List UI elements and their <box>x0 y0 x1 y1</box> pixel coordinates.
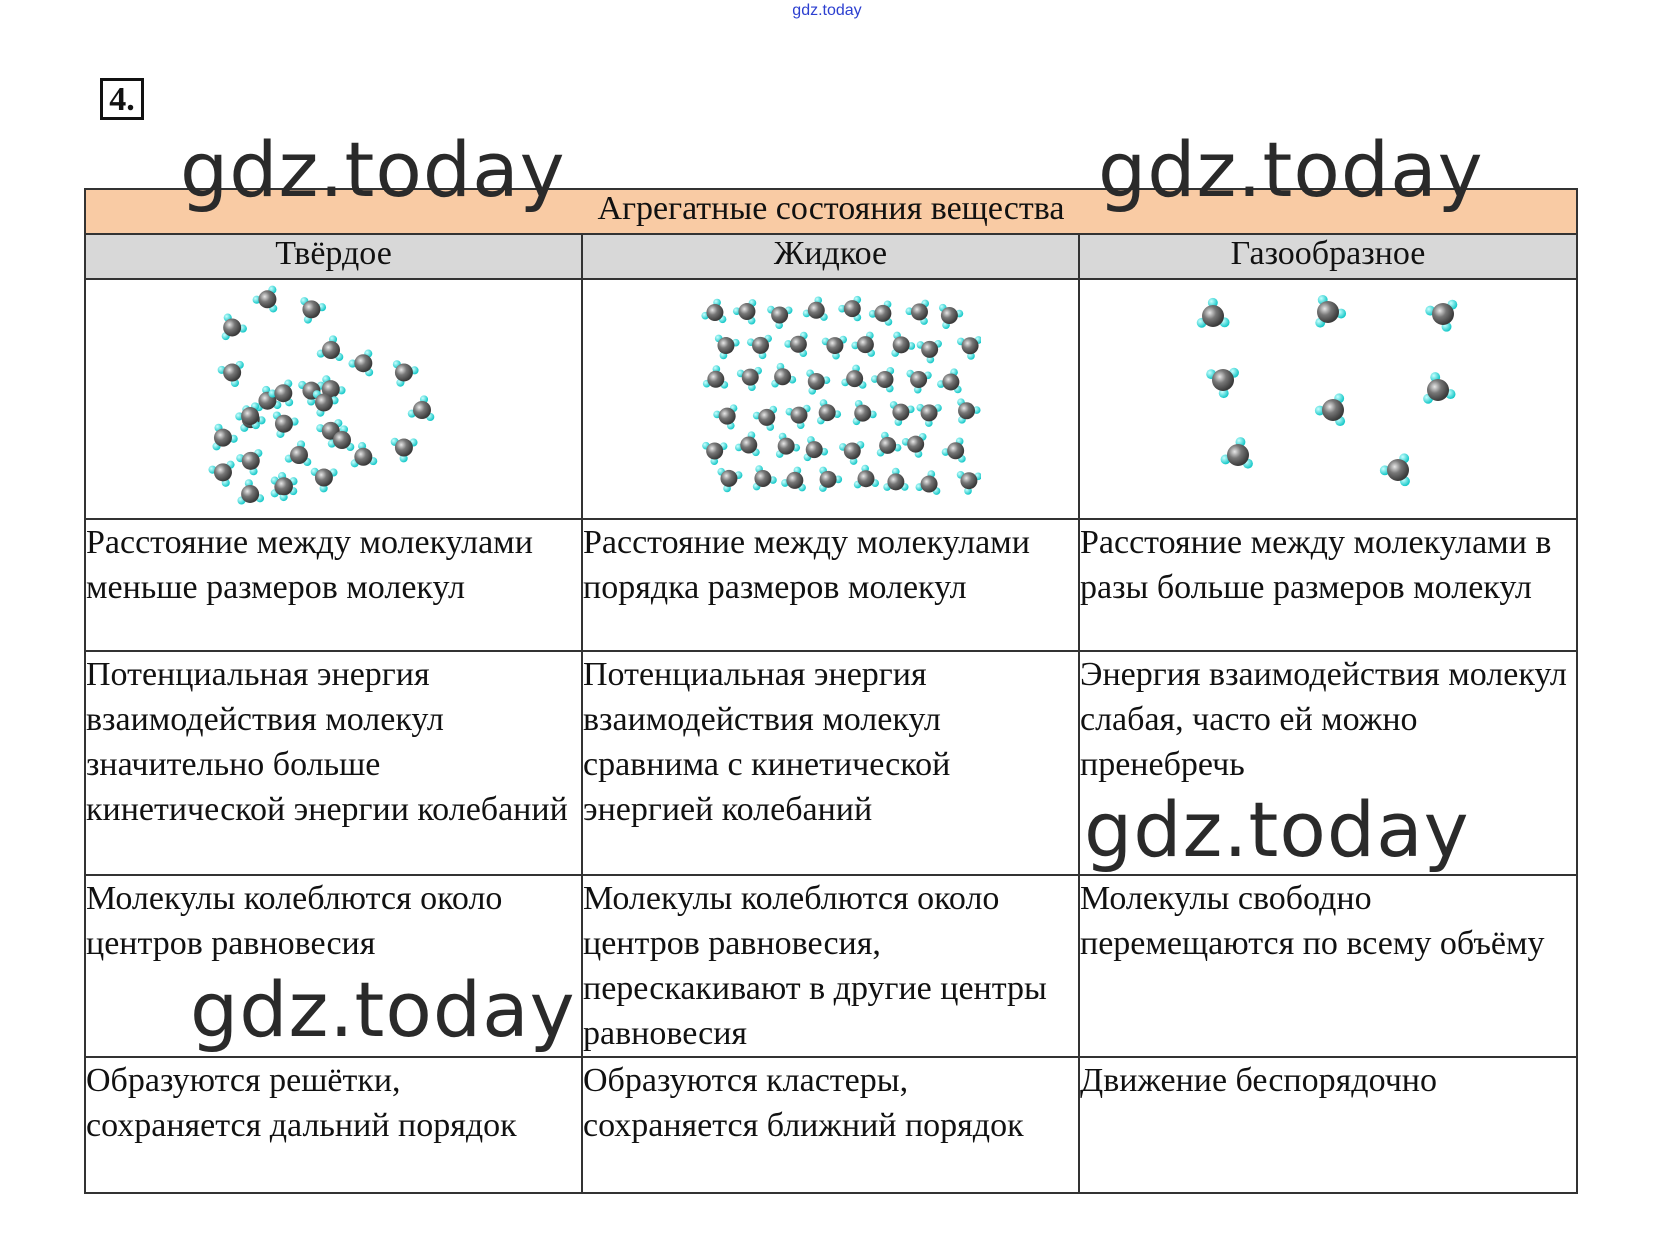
atom <box>223 318 241 336</box>
atom <box>807 373 824 390</box>
atom <box>274 415 292 433</box>
task-number: 4. <box>100 78 144 120</box>
table-cell: Молекулы колеблются около центров равновесия <box>85 875 582 1057</box>
atom <box>910 303 927 320</box>
table-cell: Расстояние между молекулами меньше размеров молекул <box>85 519 582 651</box>
table-cell: Расстояние между молекулами порядка размеров молекул <box>582 519 1079 651</box>
atom <box>718 408 735 425</box>
atom <box>1432 303 1454 325</box>
table-row <box>85 875 1577 1057</box>
atom <box>274 477 292 495</box>
gas-molecules-image <box>1168 280 1488 514</box>
column-header-solid: Твёрдое <box>85 234 582 279</box>
atom <box>846 370 863 387</box>
atom <box>856 336 873 353</box>
table-row <box>85 519 1577 651</box>
table-header-row <box>85 234 1577 279</box>
atom <box>805 441 822 458</box>
atom <box>1387 459 1409 481</box>
atom <box>213 429 231 447</box>
atom <box>413 401 431 419</box>
atom <box>1427 379 1449 401</box>
solid-illustration-cell <box>85 279 582 519</box>
atom <box>322 341 340 359</box>
atom <box>771 307 788 324</box>
watermark: gdz.today <box>1098 125 1484 214</box>
site-link[interactable]: gdz.today <box>792 2 862 19</box>
table-cell: Образуются решётки, сохраняется дальний порядок <box>85 1057 582 1193</box>
atom <box>754 470 771 487</box>
atom <box>854 405 871 422</box>
atom <box>961 337 978 354</box>
atom <box>241 485 259 503</box>
table-cell: Расстояние между молекулами в разы больше размеров молекул <box>1079 519 1577 651</box>
column-header-gas: Газообразное <box>1079 234 1577 279</box>
atom <box>706 304 723 321</box>
atom <box>960 472 977 489</box>
atom <box>290 446 308 464</box>
atom <box>394 363 412 381</box>
atom <box>843 442 860 459</box>
table-row <box>85 1057 1577 1193</box>
watermark: gdz.today <box>1084 785 1470 874</box>
solid-molecules-image <box>199 280 469 514</box>
atom <box>720 470 737 487</box>
liquid-molecules-image <box>681 280 981 514</box>
atom <box>1212 369 1234 391</box>
table-cell: Образуются кластеры, сохраняется ближний порядок <box>582 1057 1079 1193</box>
atom <box>818 404 835 421</box>
watermark: gdz.today <box>190 965 576 1054</box>
atom <box>738 303 755 320</box>
table-title: Агрегатные состояния вещества <box>85 189 1577 234</box>
atom <box>354 354 372 372</box>
atom <box>892 404 909 421</box>
atom <box>807 302 824 319</box>
atom <box>706 442 723 459</box>
atom <box>907 436 924 453</box>
atom <box>274 384 292 402</box>
gas-illustration-cell <box>1079 279 1577 519</box>
atom <box>786 472 803 489</box>
atom <box>314 469 332 487</box>
atom <box>758 409 775 426</box>
table-cell: Потенциальная энергия взаимодействия молекул значительно больше кинетической энергии колебаний <box>85 651 582 875</box>
atom <box>314 393 332 411</box>
table-cell: Молекулы колеблются около центров равновесия, перескакивают в другие центры равновесия <box>582 875 1079 1057</box>
atom <box>774 368 791 385</box>
atom <box>777 438 794 455</box>
atom <box>741 369 758 386</box>
atom <box>879 437 896 454</box>
table-row <box>85 651 1577 875</box>
atom <box>947 442 964 459</box>
column-header-liquid: Жидкое <box>582 234 1079 279</box>
atom <box>920 476 937 493</box>
atom <box>958 402 975 419</box>
illustration-row <box>85 279 1577 519</box>
atom <box>707 371 724 388</box>
atom <box>241 452 259 470</box>
table-cell: Потенциальная энергия взаимодействия молекул сравнима с кинетической энергией колебаний <box>582 651 1079 875</box>
atom <box>1322 399 1344 421</box>
watermark: gdz.today <box>180 125 566 214</box>
atom <box>843 300 860 317</box>
atom <box>752 337 769 354</box>
states-table <box>84 188 1578 1194</box>
atom <box>921 341 938 358</box>
atom <box>241 407 259 425</box>
atom <box>876 371 893 388</box>
atom <box>819 471 836 488</box>
atom <box>940 307 957 324</box>
table-cell: Движение беспорядочно <box>1079 1057 1577 1193</box>
atom <box>887 473 904 490</box>
atom <box>1317 301 1339 323</box>
atom <box>874 305 891 322</box>
liquid-illustration-cell <box>582 279 1079 519</box>
atom <box>942 373 959 390</box>
atom <box>717 337 734 354</box>
atom <box>790 407 807 424</box>
atom <box>910 371 927 388</box>
atom <box>333 431 351 449</box>
atom <box>213 463 231 481</box>
atom <box>258 290 276 308</box>
atom <box>223 364 241 382</box>
atom <box>789 336 806 353</box>
atom <box>302 300 320 318</box>
atom <box>1227 444 1249 466</box>
atom <box>394 439 412 457</box>
atom <box>354 448 372 466</box>
atom <box>826 337 843 354</box>
atom <box>857 470 874 487</box>
atom <box>920 404 937 421</box>
table-cell: Энергия взаимодействия молекул слабая, часто ей можно пренебречь <box>1079 651 1577 875</box>
table-title-row <box>85 189 1577 234</box>
atom <box>892 336 909 353</box>
atom <box>1202 305 1224 327</box>
table-cell: Молекулы свободно перемещаются по всему объёму <box>1079 875 1577 1057</box>
atom <box>740 437 757 454</box>
